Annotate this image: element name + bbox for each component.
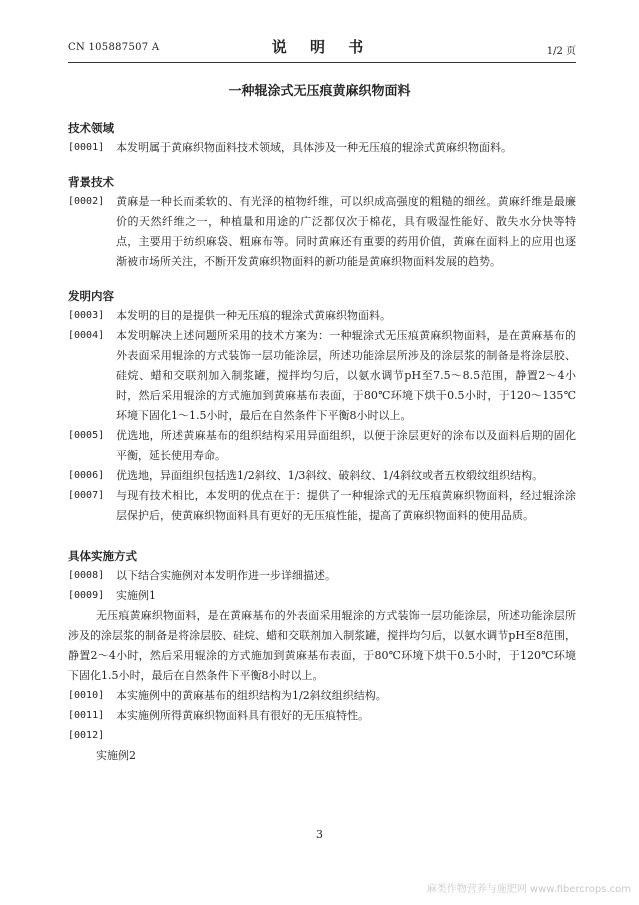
- paragraph-number: [0008]: [68, 570, 105, 581]
- patent-number: CN 105887507 A: [68, 42, 160, 53]
- paragraph-text: 本发明属于黄麻织物面料技术领域，具体涉及一种无压痕的辊涂式黄麻织物面料。: [116, 141, 512, 154]
- paragraph-number: [0012]: [68, 730, 105, 741]
- paragraph-number: [0005]: [68, 430, 105, 441]
- watermark-text: 麻类作物营养与施肥网 www.fibercrops.com: [426, 884, 631, 895]
- paragraph-text: 本实施例中的黄麻基布的组织结构为1/2斜纹组织结构。: [116, 689, 387, 702]
- page-header: [68, 36, 576, 60]
- paragraph-0008: [68, 566, 576, 586]
- paragraph-0011: [68, 706, 576, 726]
- paragraph-number: [0006]: [68, 470, 105, 481]
- paragraph-text: 优选地，异面组织包括选1/2斜纹、1/3斜纹、破斜纹、1/4斜纹或者五枚缎纹组织结构。: [116, 469, 544, 482]
- paragraph-0009: [68, 586, 576, 606]
- paragraph-number: [0004]: [68, 330, 105, 341]
- paragraph-number: [0011]: [68, 710, 105, 721]
- document-type: 说 明 书: [271, 38, 373, 56]
- paragraph-0007: [68, 486, 576, 526]
- paragraph-text: 与现有技术相比，本发明的优点在于：提供了一种辊涂式的无压痕黄麻织物面料，经过辊涂涂层保护后，使黄麻织物面料具有更好的无压痕性能，提高了黄麻织物面料的使用品质。: [116, 489, 576, 522]
- paragraph-0004: [68, 326, 576, 426]
- paragraph-number: [0010]: [68, 690, 105, 701]
- paragraph-number: [0002]: [68, 196, 105, 207]
- section-heading-tech-field: 技术领域: [68, 121, 114, 135]
- paragraph-number: [0001]: [68, 142, 105, 153]
- paragraph-text: 本发明解决上述问题所采用的技术方案为：一种辊涂式无压痕黄麻织物面料，是在黄麻基布的外表面采用辊涂的方式装饰一层功能涂层，所述功能涂层所涉及的涂层浆的制备是将涂层胶、硅烷、蜡和交联剂加入制浆罐，搅拌均匀后，以氨水调节pH至7.5～8.5范围，静置2～4小时，然后采用辊涂的方式施加到黄麻基布表面，于80℃环境下烘干0.5小时，于120～135℃环境下固化1～1.5小时，最后在自然条件下平衡8小时以上。: [116, 329, 576, 422]
- paragraph-text: [116, 726, 576, 746]
- header-rule: [68, 62, 576, 63]
- section-heading-background: 背景技术: [68, 175, 114, 189]
- paragraph-0006: [68, 466, 576, 486]
- paragraph-number: [0009]: [68, 590, 105, 601]
- example-1-body: 无压痕黄麻织物面料，是在黄麻基布的外表面采用辊涂的方式装饰一层功能涂层，所述功能涂层所涉及的涂层浆的制备是将涂层胶、硅烷、蜡和交联剂加入制浆罐，搅拌均匀后，以氨水调节pH至8范围，静置2～4小时，然后采用辊涂的方式施加到黄麻基布表面，于80℃环境下烘干0.5小时，于120℃环境下固化1.5小时，最后在自然条件下平衡8小时以上。: [68, 609, 576, 682]
- paragraph-0002: [68, 192, 576, 272]
- example-2-heading: 实施例2: [96, 749, 136, 762]
- section-heading-embodiment: 具体实施方式: [68, 549, 137, 563]
- paragraph-0003: [68, 306, 576, 326]
- example-heading: 实施例1: [116, 589, 156, 602]
- paragraph-0001: [68, 138, 576, 158]
- paragraph-text: 以下结合实施例对本发明作进一步详细描述。: [116, 569, 336, 582]
- paragraph-text: 优选地，所述黄麻基布的组织结构采用异面组织，以便于涂层更好的涂布以及面料后期的固化平衡，延长使用寿命。: [116, 429, 576, 462]
- document-title: 一种辊涂式无压痕黄麻织物面料: [228, 84, 411, 99]
- page-info: 1/2 页: [546, 46, 576, 57]
- paragraph-number: [0003]: [68, 310, 105, 321]
- paragraph-0010: [68, 686, 576, 706]
- paragraph-number: [0007]: [68, 490, 105, 501]
- paragraph-0012: [68, 726, 576, 746]
- document-body: [68, 118, 576, 766]
- paragraph-text: 本发明的目的是提供一种无压痕的辊涂式黄麻织物面料。: [116, 309, 391, 322]
- page-number: 3: [316, 828, 323, 841]
- section-heading-invention: 发明内容: [68, 289, 114, 303]
- paragraph-text: 本实施例所得黄麻织物面料具有很好的无压痕特性。: [116, 709, 369, 722]
- paragraph-0005: [68, 426, 576, 466]
- paragraph-text: 黄麻是一种长而柔软的、有光泽的植物纤维，可以织成高强度的粗糙的细丝。黄麻纤维是最廉价的天然纤维之一，种植量和用途的广泛都仅次于棉花，具有吸湿性能好、散失水分快等特点，主要用于纺织麻袋、粗麻布等。同时黄麻还有重要的药用价值，黄麻在面料上的应用也逐渐被市场所关注，不断开发黄麻织物面料的新功能是黄麻织物面料发展的趋势。: [116, 195, 576, 268]
